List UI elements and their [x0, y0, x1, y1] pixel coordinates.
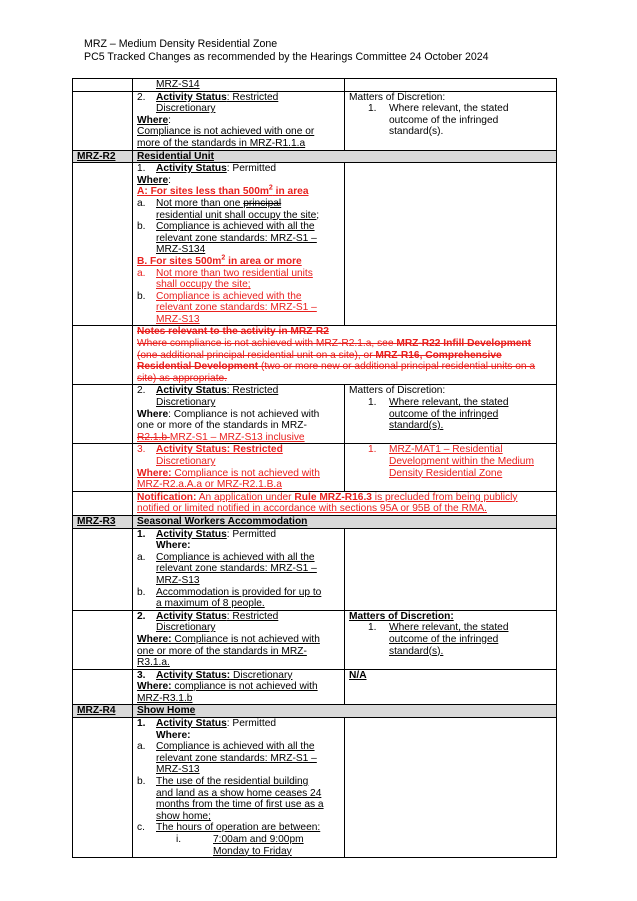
matters-of-discretion-label: Matters of Discretion: [349, 610, 454, 622]
notes-title: Notes relevant to the activity in MRZ-R2 [137, 326, 329, 338]
matters-of-discretion-label: Matters of Discretion: [349, 385, 446, 397]
rule-title: Residential Unit [133, 150, 557, 163]
rule-header-row [73, 705, 557, 718]
table-row: 1. Activity Status: Permitted Where: a. Compliance is achieved with all the relevant zone standards: MRZ-S1 – MRZ-S13 b. Accommodation is provided for up to a maximum of 8 people. [73, 528, 557, 610]
notification-label: Notification: [137, 491, 197, 503]
table-row: 3. Activity Status: Discretionary Where: compliance is not achieved with MRZ-R3.1.b N/A [73, 669, 557, 705]
activity-status-label: Activity Status [156, 718, 227, 730]
activity-status-label: Activity Status [156, 610, 227, 622]
rule-header-row [73, 150, 557, 163]
rule-code: MRZ-R3 [73, 515, 133, 528]
activity-status-label: Activity Status [156, 528, 227, 540]
rule-code: MRZ-R2 [73, 150, 133, 163]
rule-code: MRZ-R4 [73, 705, 133, 718]
activity-status-label: Activity Status [156, 91, 227, 103]
rule-header-row [73, 515, 557, 528]
table-row: 3. Activity Status: Restricted Discretionary Where: Compliance is not achieved with MRZ-R2.a.A.a or MRZ-R2.1.B.a 1. MRZ-MAT1 – Residential Development within the Medium Density Residential Zone [73, 444, 557, 491]
table-row: 2. Activity Status: Restricted Discretionary Where: Compliance is not achieved with one or more of the standards in MRZ-R1.1.a Matters of Discretion: 1. Where relevant, the stated outcome of the infringed standard(s). [73, 91, 557, 150]
matters-of-discretion-label: Matters of Discretion: [349, 91, 446, 103]
table-row: 2. Activity Status: Restricted Discretionary Where: Compliance is not achieved with one or more of the standards in MRZ- R3.1.a. Matters of Discretion: 1. Where relevant, the stated outcome of the infringed standard(s). [73, 610, 557, 669]
activity-status-label: Activity Status: Restricted [156, 444, 283, 456]
header-subtitle: PC5 Tracked Changes as recommended by the Hearings Committee 24 October 2024 [84, 50, 489, 63]
notification-row: Notification: An application under Rule MRZ-R16.3 is precluded from being publicly notified or limited notified in accordance with sections 95A or 95B of the RMA. [73, 491, 557, 515]
header-zone-title: MRZ – Medium Density Residential Zone [84, 38, 278, 50]
rules-table [72, 78, 557, 858]
standard-ref: MRZ-S14 [156, 79, 200, 90]
table-row [73, 79, 557, 92]
table-row: 1. Activity Status: Permitted Where: A: For sites less than $500m^2$ in area a. Not more than one principal residential unit shall occupy the site; b. Compliance is achieved with all the relevant zone standards: MRZ-S1 – MRZ-S134 B. For sites $500m^2$ in area or more a. Not more than two residential units shall occupy the site; b. Compliance is achieved with the relevant zone standards: MRZ-S1 – MRZ-S13 [73, 163, 557, 326]
activity-status-label: Activity Status [156, 385, 227, 397]
notes-row: Notes relevant to the activity in MRZ-R2 Where compliance is not achieved with MRZ-R2.1.a, see MRZ-R22 Infill Development (one additional principal residential unit on a site), or MRZ-R16, Comprehensive Residential Development (two or more new or additional principal residential units on a site) as appropriate. [73, 326, 557, 385]
activity-status-label: Activity Status: [156, 669, 231, 681]
table-row: 2. Activity Status: Restricted Discretionary Where: Compliance is not achieved with one or more of the standards in MRZ- R2.1.b MRZ-S1 – MRZ-S13 inclusive Matters of Discretion: 1. Where relevant, the stated outcome of the infringed standard(s). [73, 385, 557, 444]
rule-title: Seasonal Workers Accommodation [133, 515, 557, 528]
not-applicable: N/A [349, 669, 367, 681]
activity-status-label: Activity Status [156, 163, 227, 175]
table-row: 1. Activity Status: Permitted Where: a. Compliance is achieved with all the relevant zone standards: MRZ-S1 – MRZ-S13 b. The use of the residential building and land as a show home ceases 24 months from the time of first use as a show home; c. The hours of operation are between: i. 7:00am and 9:00pm Monday to Friday [73, 718, 557, 858]
rule-title: Show Home [133, 705, 557, 718]
page-header [84, 38, 489, 63]
